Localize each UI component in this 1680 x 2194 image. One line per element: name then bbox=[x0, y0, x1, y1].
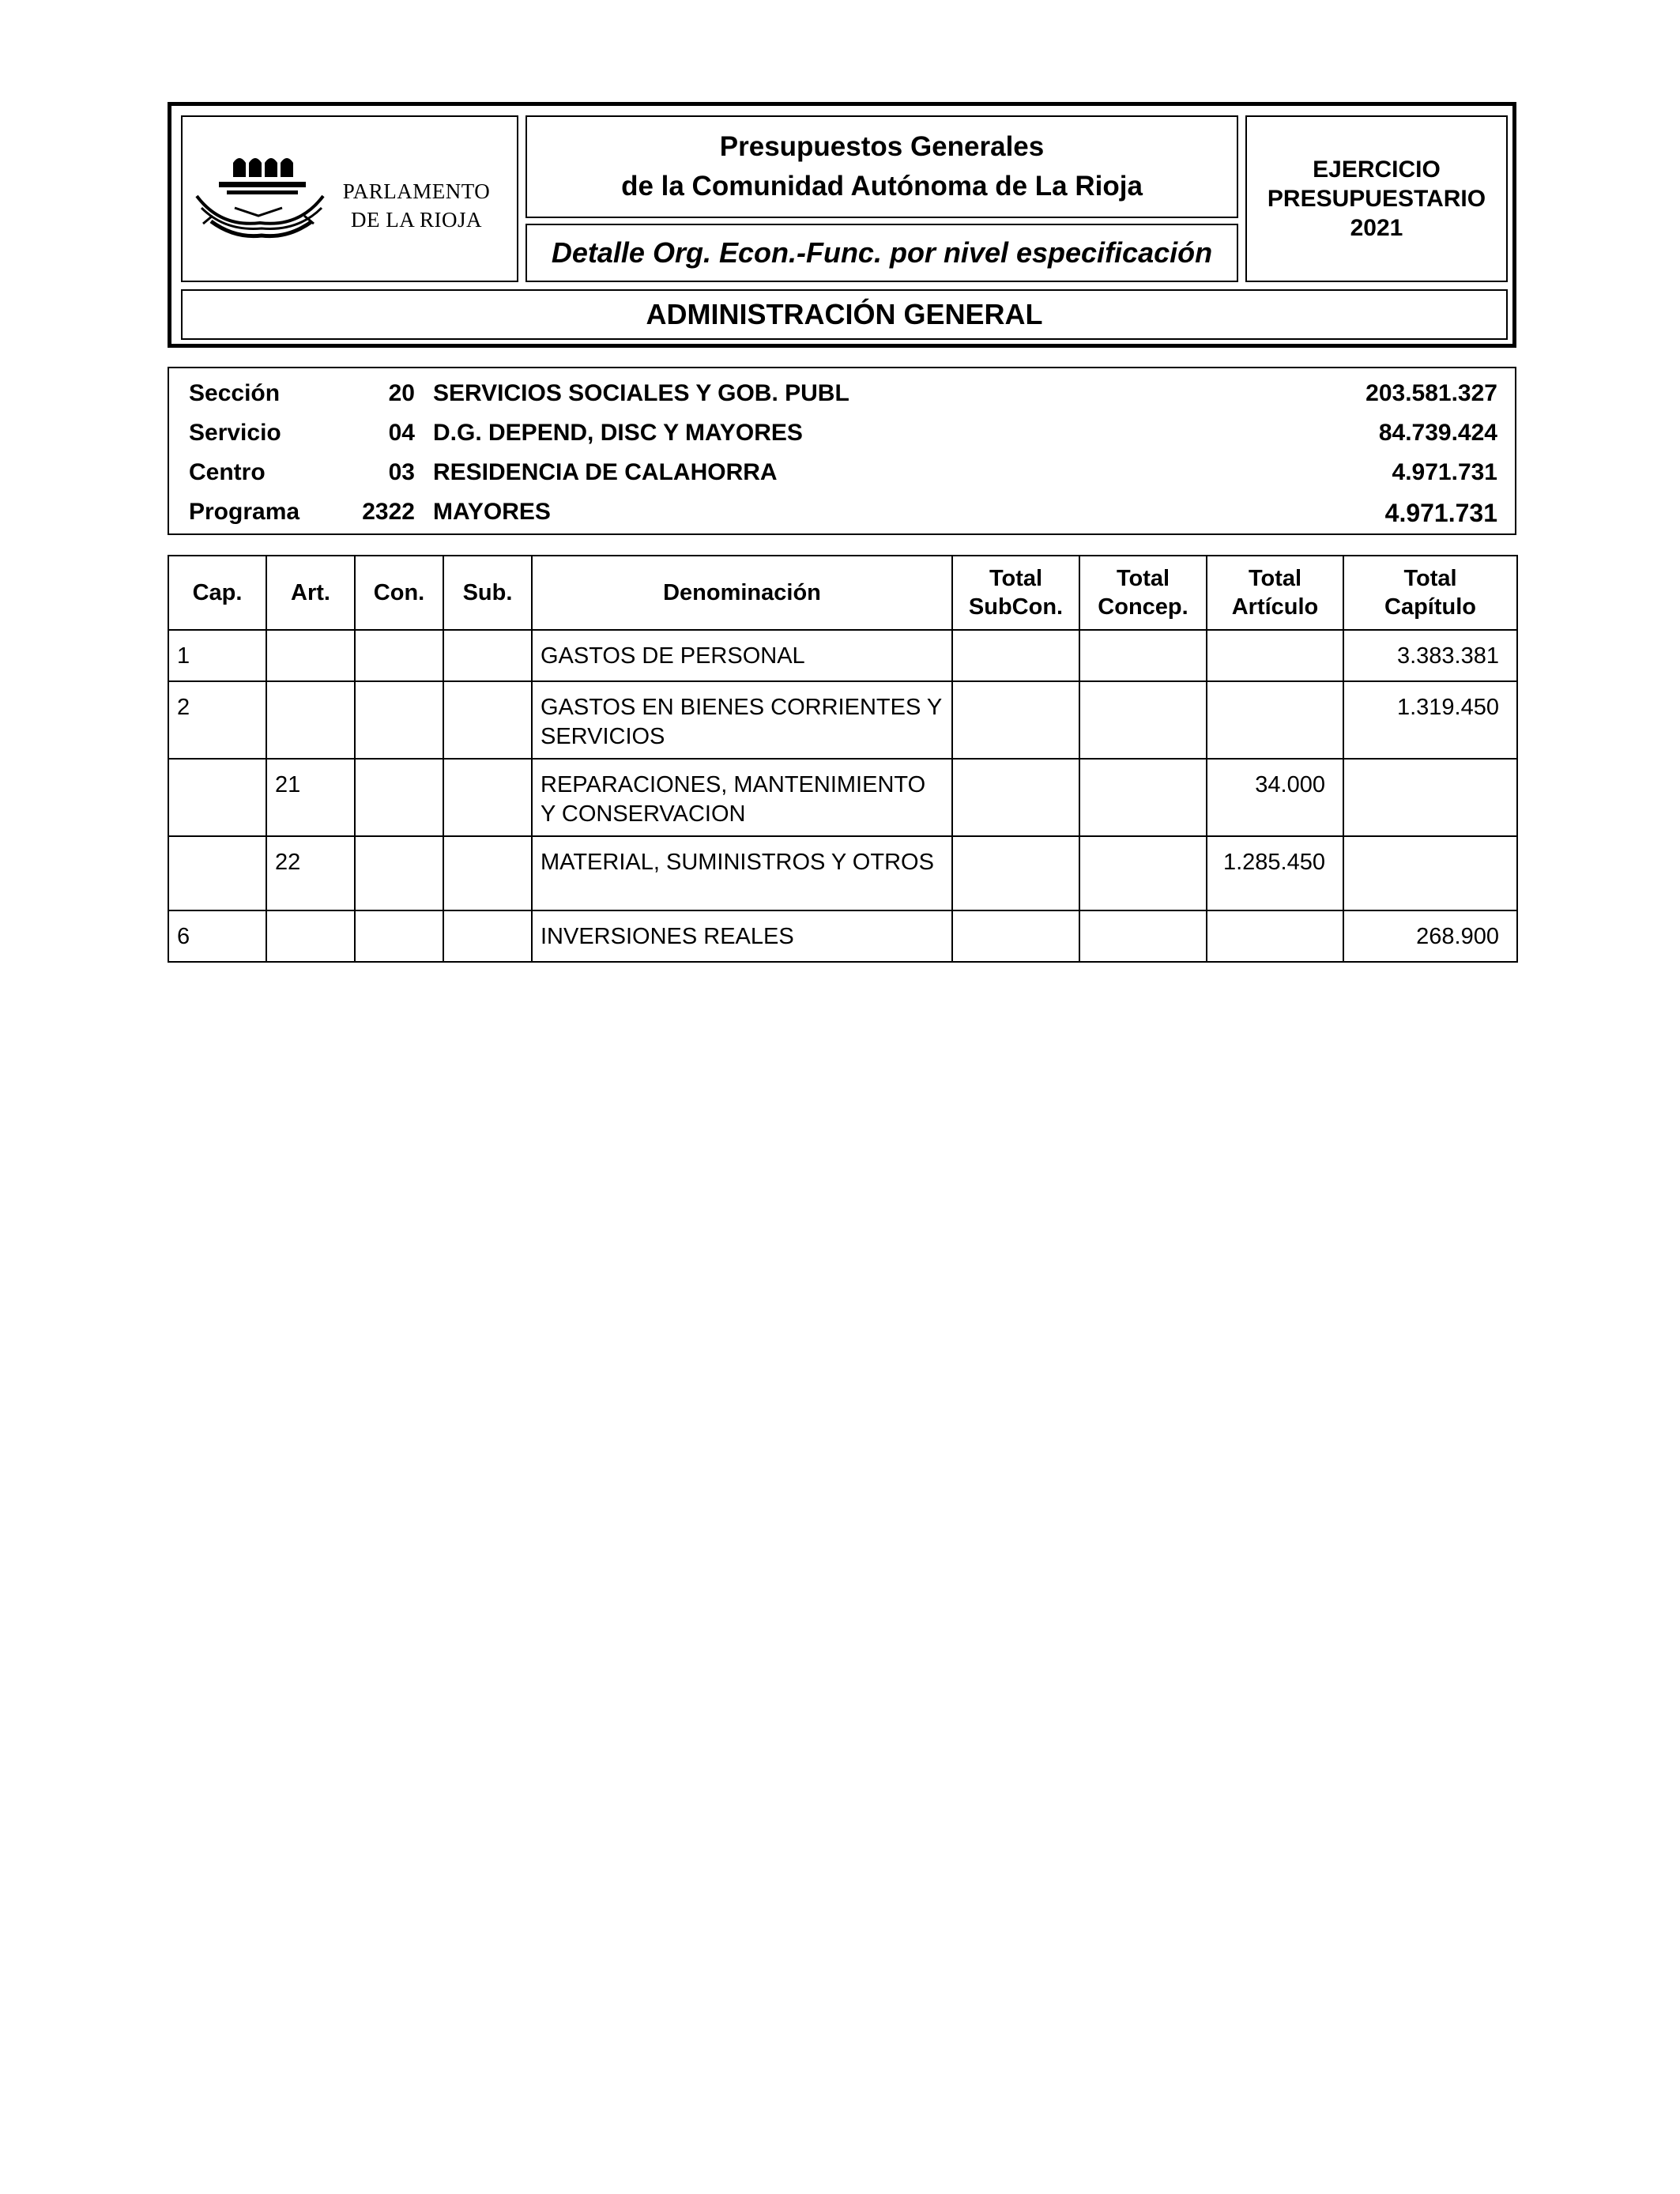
cell-total-articulo bbox=[1207, 910, 1343, 962]
info-name: D.G. DEPEND, DISC Y MAYORES bbox=[433, 420, 803, 446]
report-subtitle: Detalle Org. Econ.-Func. por nivel especificación bbox=[551, 236, 1213, 269]
table-row bbox=[168, 681, 1517, 759]
fiscal-year-box bbox=[1245, 115, 1508, 282]
info-amount: 4.971.731 bbox=[1392, 459, 1497, 485]
header-line: Capítulo bbox=[1384, 594, 1476, 620]
cell-total-capitulo: 1.319.450 bbox=[1343, 681, 1517, 759]
info-name: RESIDENCIA DE CALAHORRA bbox=[433, 459, 778, 485]
info-row-seccion bbox=[169, 374, 1515, 413]
info-amount: 203.581.327 bbox=[1365, 380, 1497, 406]
info-label: Programa bbox=[189, 499, 300, 525]
col-header-denominacion: Denominación bbox=[532, 556, 952, 630]
col-header-total-concep bbox=[1079, 556, 1207, 630]
info-row-servicio bbox=[169, 413, 1515, 453]
logo-text-line2: DE LA RIOJA bbox=[351, 208, 482, 232]
cell-con bbox=[355, 759, 443, 836]
col-header-cap: Cap. bbox=[168, 556, 266, 630]
cell-total-articulo bbox=[1207, 630, 1343, 681]
cell-total-subcon bbox=[952, 630, 1079, 681]
cell-total-concep bbox=[1079, 681, 1207, 759]
cell-art bbox=[266, 630, 355, 681]
title-box bbox=[525, 115, 1238, 218]
cell-total-subcon bbox=[952, 681, 1079, 759]
cell-total-concep bbox=[1079, 910, 1207, 962]
organization-info bbox=[168, 367, 1516, 535]
info-amount: 4.971.731 bbox=[1384, 499, 1497, 527]
cell-art: 21 bbox=[266, 759, 355, 836]
cell-con bbox=[355, 630, 443, 681]
cell-cap: 1 bbox=[168, 630, 266, 681]
table-row bbox=[168, 759, 1517, 836]
year-label1: EJERCICIO bbox=[1313, 156, 1441, 183]
header-line: Total bbox=[989, 566, 1043, 591]
cell-sub bbox=[443, 836, 532, 910]
cell-denominacion: MATERIAL, SUMINISTROS Y OTROS bbox=[532, 836, 952, 910]
cell-total-articulo: 1.285.450 bbox=[1207, 836, 1343, 910]
col-header-con: Con. bbox=[355, 556, 443, 630]
cell-con bbox=[355, 681, 443, 759]
cell-denominacion: GASTOS EN BIENES CORRIENTES Y SERVICIOS bbox=[532, 681, 952, 759]
cell-sub bbox=[443, 759, 532, 836]
cell-total-capitulo: 3.383.381 bbox=[1343, 630, 1517, 681]
cell-total-articulo: 34.000 bbox=[1207, 759, 1343, 836]
info-row-programa bbox=[169, 492, 1515, 532]
col-header-total-subcon bbox=[952, 556, 1079, 630]
info-amount: 84.739.424 bbox=[1378, 420, 1497, 446]
cell-sub bbox=[443, 630, 532, 681]
info-label: Centro bbox=[189, 459, 266, 485]
cell-total-articulo bbox=[1207, 681, 1343, 759]
cell-denominacion: INVERSIONES REALES bbox=[532, 910, 952, 962]
cell-con bbox=[355, 836, 443, 910]
cell-art bbox=[266, 910, 355, 962]
cell-cap: 6 bbox=[168, 910, 266, 962]
cell-cap bbox=[168, 759, 266, 836]
year-label2: PRESUPUESTARIO bbox=[1267, 186, 1486, 212]
cell-total-subcon bbox=[952, 836, 1079, 910]
cell-art bbox=[266, 681, 355, 759]
header-line: Concep. bbox=[1098, 594, 1188, 620]
cell-total-capitulo bbox=[1343, 759, 1517, 836]
header-line: Total bbox=[1116, 566, 1170, 591]
table-row bbox=[168, 836, 1517, 910]
admin-box bbox=[181, 289, 1508, 340]
info-row-centro bbox=[169, 453, 1515, 492]
cell-total-capitulo bbox=[1343, 836, 1517, 910]
cell-cap: 2 bbox=[168, 681, 266, 759]
col-header-art: Art. bbox=[266, 556, 355, 630]
fiscal-year: 2021 bbox=[1350, 215, 1403, 241]
subtitle-box bbox=[525, 224, 1238, 282]
title-line2: de la Comunidad Autónoma de La Rioja bbox=[621, 171, 1143, 202]
cell-total-subcon bbox=[952, 759, 1079, 836]
admin-title: ADMINISTRACIÓN GENERAL bbox=[646, 298, 1043, 330]
cell-art: 22 bbox=[266, 836, 355, 910]
cell-denominacion: REPARACIONES, MANTENIMIENTO Y CONSERVACION bbox=[532, 759, 952, 836]
table-row bbox=[168, 630, 1517, 681]
logo-text-line1: PARLAMENTO bbox=[342, 179, 491, 203]
cell-cap bbox=[168, 836, 266, 910]
info-label: Sección bbox=[189, 380, 281, 406]
cell-total-concep bbox=[1079, 630, 1207, 681]
budget-detail-table bbox=[168, 555, 1518, 963]
info-name: MAYORES bbox=[433, 499, 551, 525]
info-name: SERVICIOS SOCIALES Y GOB. PUBL bbox=[433, 380, 849, 406]
logo-box bbox=[181, 115, 518, 282]
col-header-total-articulo bbox=[1207, 556, 1343, 630]
info-code: 2322 bbox=[362, 499, 415, 525]
info-label: Servicio bbox=[189, 420, 281, 446]
info-code: 03 bbox=[388, 459, 415, 485]
cell-sub bbox=[443, 681, 532, 759]
cell-sub bbox=[443, 910, 532, 962]
cell-total-concep bbox=[1079, 759, 1207, 836]
cell-total-concep bbox=[1079, 836, 1207, 910]
header-line: SubCon. bbox=[968, 594, 1064, 620]
table-row bbox=[168, 910, 1517, 962]
col-header-sub: Sub. bbox=[443, 556, 532, 630]
header-line: Total bbox=[1248, 566, 1302, 591]
cell-total-capitulo: 268.900 bbox=[1343, 910, 1517, 962]
parliament-name bbox=[328, 177, 505, 234]
report-header bbox=[168, 102, 1516, 348]
header-line: Total bbox=[1403, 566, 1457, 591]
title-line1: Presupuestos Generales bbox=[719, 131, 1045, 162]
parliament-emblem-icon bbox=[187, 149, 330, 251]
col-header-total-capitulo bbox=[1343, 556, 1517, 630]
info-code: 20 bbox=[388, 380, 415, 406]
cell-total-subcon bbox=[952, 910, 1079, 962]
table-header-row bbox=[168, 556, 1517, 630]
cell-denominacion: GASTOS DE PERSONAL bbox=[532, 630, 952, 681]
header-line: Artículo bbox=[1231, 594, 1319, 620]
info-code: 04 bbox=[388, 420, 415, 446]
cell-con bbox=[355, 910, 443, 962]
